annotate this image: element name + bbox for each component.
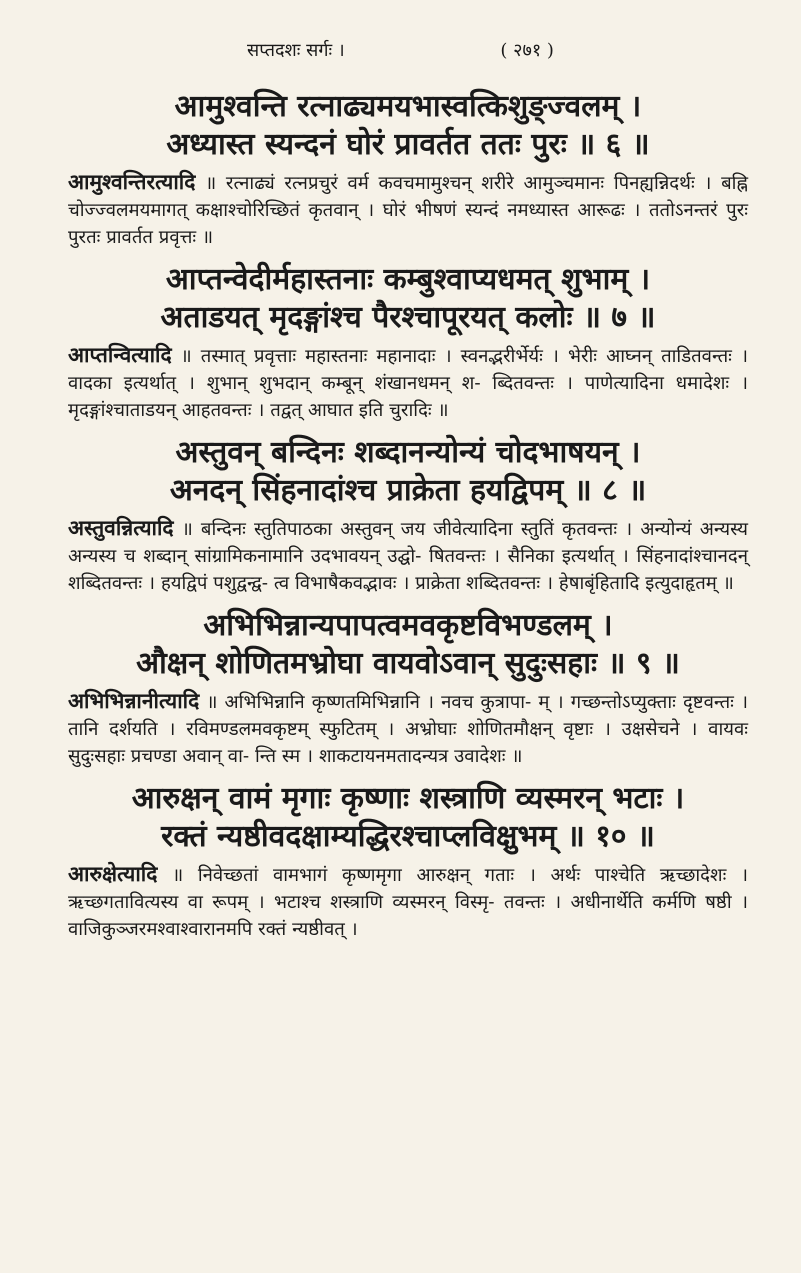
commentary — [68, 168, 748, 251]
verse-line: अताडयत् मृदङ्गांश्च पैरश्चापूरयत् कलोः ॥ ७ ॥ — [160, 300, 656, 335]
commentary — [68, 860, 748, 943]
commentary — [68, 341, 748, 424]
commentary-text: ॥ तस्मात् प्रवृत्ताः महास्तनाः महानादाः । स्वनद्भरीर्भेर्यः । भेरीः आघ्नन् ताडितवन्तः । वादका इत्यर्थात् । शुभान् शुभदान् कम्बून् शंखानधमन् श- ब्दितवन्तः । पाणेत्यादिना धमादेशः । मृदङ्गांश्चाताडयन् आहतवन्तः । तद्वत् आघात इति चुरादिः ॥ — [68, 346, 748, 421]
page-number: ( २७१ ) — [500, 40, 554, 61]
commentary-text: ॥ बन्दिनः स्तुतिपाठका अस्तुवन् जय जीवेत्यादिना स्तुतिं कृतवन्तः । अन्योन्यं अन्यस्य अन्यस्य च शब्दान् सांग्रामिकनामानि उदभावयन् उद्घो- षितवन्तः । सैनिका इत्यर्थात् । सिंहनादांश्चानदन् शब्दितवन्तः । हयद्विपं पशुद्वन्द्व- त्व विभाषैकवद्भावः । प्राक्रेता शब्दितवन्तः । हेषाबृंहितादि इत्युदाहृतम् ॥ — [68, 519, 748, 594]
commentary — [68, 514, 748, 597]
running-title: सप्तदशः सर्गः । — [247, 40, 345, 61]
verse-line: अध्यास्त स्यन्दनं घोरं प्रावर्तत ततः पुरः ॥ ६ ॥ — [166, 127, 650, 162]
commentary-lead: आप्तन्वित्यादि — [68, 342, 172, 367]
commentary — [68, 687, 748, 770]
verse-line: आप्तन्वेदीर्महास्तनाः कम्बुश्वाप्यधमत् शुभाम् । — [165, 262, 651, 297]
commentary-text: ॥ रत्नाढ्यं रत्नप्रचुरं वर्म कवचमामुश्चन् शरीरे आमुञ्चमानः पिनह्यन्निदर्थः । बह्नि चोज्ज्वलमयमागत् कक्षाश्चोरिच्छितं कृतवान् । घोरं भीषणं स्यन्दं नमध्यास्त आरूढः । ततोऽनन्तरं पुरः पुरतः प्रावर्तत प्रवृत्तः ॥ — [68, 173, 748, 248]
verse-line: औक्षन् शोणितमभ्रोघा वायवोऽवान् सुदुःसहाः ॥ ९ ॥ — [136, 646, 680, 681]
verse-line: अस्तुवन् बन्दिनः शब्दानन्योन्यं चोदभाषयन् । — [175, 435, 641, 470]
page-header — [0, 38, 801, 62]
verse-line: अभिभिन्नान्यपापत्वमवकृष्टविभण्डलम् । — [203, 608, 613, 643]
commentary-text: ॥ निवेच्छतां वामभागं कृष्णमृगा आरुक्षन् गताः । अर्थः पाश्चेति ऋच्छादेशः । ऋच्छगतावित्यस्य वा रूपम् । भटाश्च शस्त्राणि व्यस्मरन् विस्मृ- तवन्तः । अधीनार्थेति कर्मणि षष्ठी । वाजिकुञ्जरमश्वाश्वारानमपि रक्तं न्यष्ठीवत् । — [68, 865, 748, 940]
commentary-text: ॥ अभिभिन्नानि कृष्णतमिभिन्नानि । नवच कुत्रापा- म् । गच्छन्तोऽप्युक्ताः दृष्टवन्तः । तानि दर्शयति । रविमण्डलमवकृष्टम् स्फुटितम् । अभ्रोघाः शोणितमौक्षन् वृष्टाः । उक्षसेचने । वायवः सुदुःसहाः प्रचण्डा अवान् वा- न्ति स्म । शाकटायनमतादन्यत्र उवादेशः ॥ — [68, 692, 748, 767]
verse-line: रक्तं न्यष्ठीवदक्षाम्यद्धिरश्चाप्लविक्षुभम् ॥ १० ॥ — [161, 819, 655, 854]
commentary-lead: आरुक्षेत्यादि — [68, 861, 158, 886]
commentary-lead: आमुश्वन्तिरत्यादि — [68, 169, 196, 194]
commentary-lead: अभिभिन्नानीत्यादि — [68, 688, 200, 713]
verse-line: अनदन् सिंहनादांश्च प्राक्रेता हयद्विपम् ॥ ८ ॥ — [169, 473, 647, 508]
commentary-lead: अस्तुवन्नित्यादि — [68, 515, 174, 540]
verse-line: आरुक्षन् वामं मृगाः कृष्णाः शस्त्राणि व्यस्मरन् भटाः । — [131, 781, 685, 816]
page-body — [68, 88, 748, 953]
verse-line: आमुश्वन्ति रत्नाढ्यमयभास्वत्किशुङ्ज्वलम् । — [174, 89, 642, 124]
